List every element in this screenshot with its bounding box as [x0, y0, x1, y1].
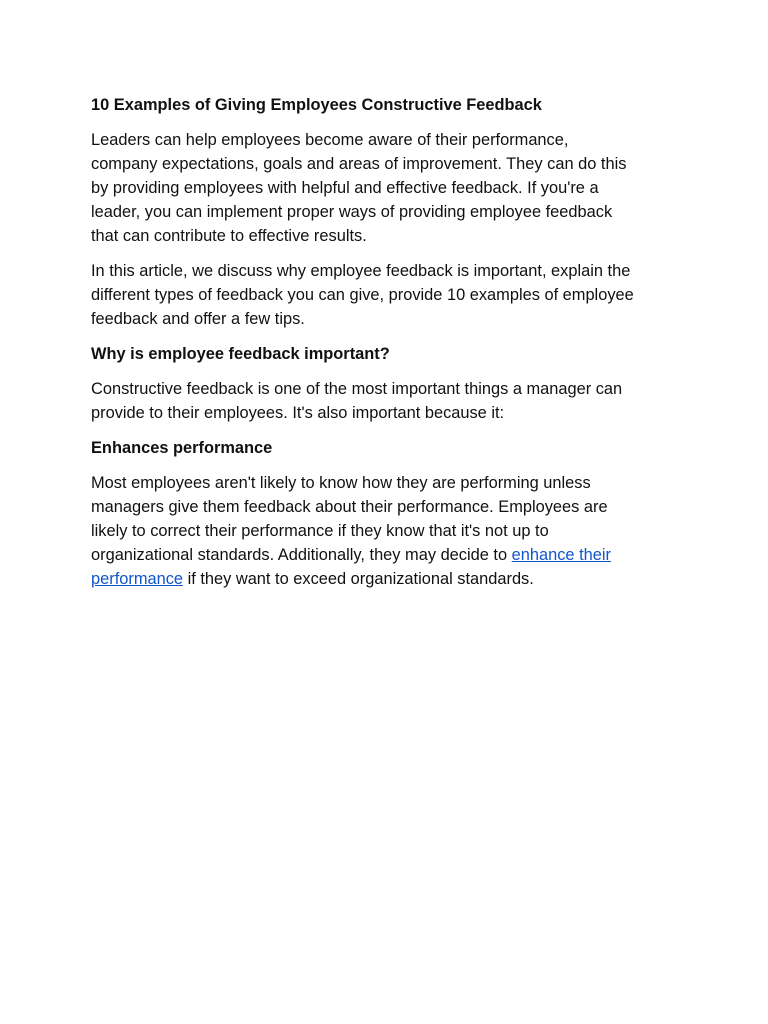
section-line: Constructive feedback is one of the most important things a manager can	[91, 380, 623, 398]
intro-line: that can contribute to effective results.	[91, 227, 367, 245]
section-heading	[91, 342, 681, 366]
section-line: provide to their employees. It's also important because it:	[91, 404, 505, 422]
enhance-performance-link[interactable]: enhance their	[511, 546, 611, 564]
performance-paragraph	[91, 471, 681, 591]
performance-line-with-link	[91, 567, 681, 591]
intro-line: by providing employees with helpful and effective feedback. If you're a	[91, 179, 599, 197]
performance-line: likely to correct their performance if they know that it's not up to	[91, 522, 549, 540]
overview-line: In this article, we discuss why employee feedback is important, explain the	[91, 262, 631, 280]
article-title-text: 10 Examples of Giving Employees Constructive Feedback	[91, 96, 542, 114]
section-paragraph	[91, 377, 681, 425]
overview-paragraph	[91, 259, 681, 331]
enhance-performance-link-continued[interactable]: performance	[91, 570, 184, 588]
intro-paragraph	[91, 128, 681, 248]
performance-line: Most employees aren't likely to know how they are performing unless	[91, 474, 591, 492]
section-heading-text: Why is employee feedback important?	[91, 345, 390, 363]
subheading	[91, 436, 681, 460]
article-title	[91, 93, 681, 117]
document-page	[91, 93, 681, 602]
performance-line-with-link	[91, 543, 681, 567]
subheading-text: Enhances performance	[91, 439, 273, 457]
intro-line: company expectations, goals and areas of improvement. They can do this	[91, 155, 627, 173]
performance-line-prefix: organizational standards. Additionally, they may decide to	[91, 546, 512, 564]
overview-line: feedback and offer a few tips.	[91, 310, 305, 328]
intro-line: leader, you can implement proper ways of providing employee feedback	[91, 203, 613, 221]
performance-line-suffix: if they want to exceed organizational standards.	[183, 570, 534, 588]
overview-line: different types of feedback you can give, provide 10 examples of employee	[91, 286, 634, 304]
intro-line: Leaders can help employees become aware of their performance,	[91, 131, 569, 149]
performance-line: managers give them feedback about their performance. Employees are	[91, 498, 608, 516]
